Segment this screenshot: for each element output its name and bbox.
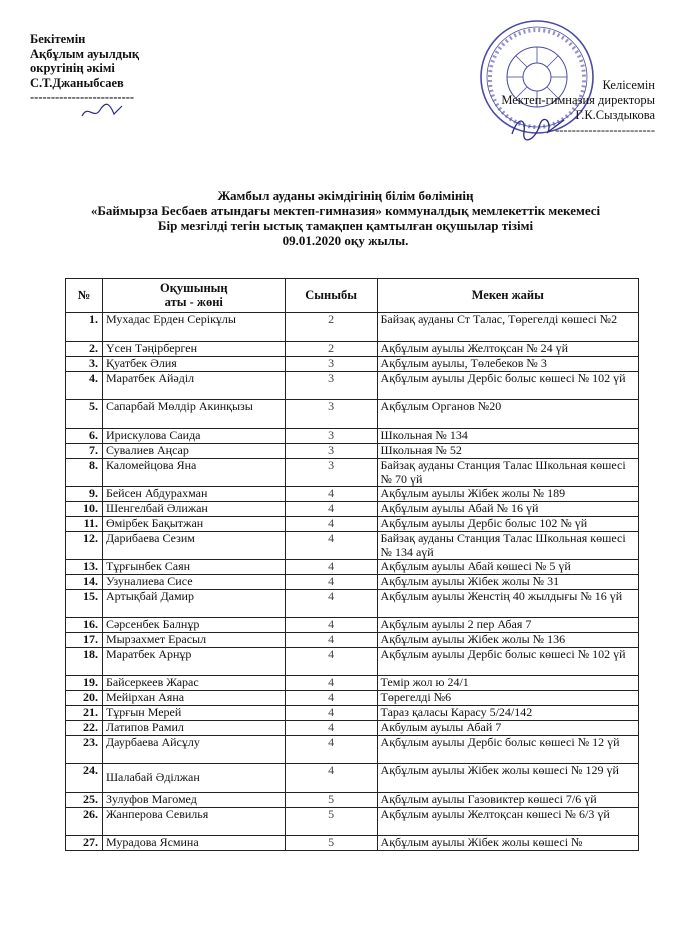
student-name: Байсеркеев Жарас (102, 676, 285, 691)
student-address: Акбулым ауылы Абай 7 (377, 721, 638, 736)
approval-left-title: Бекітемін (30, 32, 86, 46)
approval-right-name: Г.К.Сыздыкова (575, 108, 655, 122)
table-row (66, 459, 639, 487)
student-name: Қуатбек Әлия (102, 357, 285, 372)
row-number: 12. (66, 532, 103, 560)
table-row (66, 517, 639, 532)
table-row (66, 575, 639, 590)
student-address: Ақбұлым ауылы Жібек жолы № 136 (377, 633, 638, 648)
student-grade: 4 (285, 575, 377, 590)
row-number: 18. (66, 648, 103, 676)
header-line4: 09.01.2020 оқу жылы. (282, 233, 409, 248)
student-name: Даурбаева Айсұлу (102, 736, 285, 764)
student-grade: 4 (285, 648, 377, 676)
row-number: 11. (66, 517, 103, 532)
table-row (66, 808, 639, 836)
table-row (66, 676, 639, 691)
student-grade: 4 (285, 736, 377, 764)
header-line3: Бір мезгілді тегін ыстық тамақпен қамтылған оқушылар тізімі (157, 218, 534, 233)
student-grade: 4 (285, 517, 377, 532)
student-name: Маратбек Арнұр (102, 648, 285, 676)
student-name: Мурадова Ясмина (102, 836, 285, 851)
student-name: Мейірхан Аяна (102, 691, 285, 706)
row-number: 5. (66, 400, 103, 429)
student-address: Ақбұлым Органов №20 (377, 400, 638, 429)
student-grade: 4 (285, 764, 377, 793)
document-header (0, 188, 691, 248)
student-name: Тұрғынбек Саян (102, 560, 285, 575)
student-grade: 3 (285, 459, 377, 487)
row-number: 17. (66, 633, 103, 648)
table-row (66, 633, 639, 648)
student-grade: 4 (285, 633, 377, 648)
row-number: 13. (66, 560, 103, 575)
student-name: Артықбай Дамир (102, 590, 285, 618)
row-number: 14. (66, 575, 103, 590)
student-name: Латипов Рамил (102, 721, 285, 736)
student-grade: 4 (285, 618, 377, 633)
student-address: Ақбұлым ауылы Желтоқсан № 24 үй (377, 342, 638, 357)
approval-right-signature-line: ------------------------ (555, 123, 655, 137)
table-row (66, 372, 639, 400)
student-address: Ақбұлым ауылы Дербіс болыс көшесі № 102 үй (377, 372, 638, 400)
student-grade: 3 (285, 400, 377, 429)
row-number: 26. (66, 808, 103, 836)
table-row (66, 444, 639, 459)
approval-right-position: Мектеп-гимназия директоры (501, 93, 655, 107)
row-number: 6. (66, 429, 103, 444)
col-name-header-line2: аты - жөні (164, 294, 223, 309)
student-address: Ақбұлым ауылы 2 пер Абая 7 (377, 618, 638, 633)
director-signature-icon (508, 110, 568, 145)
student-grade: 3 (285, 429, 377, 444)
table-row (66, 342, 639, 357)
row-number: 2. (66, 342, 103, 357)
table-row (66, 357, 639, 372)
student-address: Ақбұлым ауылы Дербіс болыс көшесі № 102 үй (377, 648, 638, 676)
student-name: Сапарбай Мөлдір Акинқызы (102, 400, 285, 429)
table-header-row (66, 279, 639, 313)
table-row (66, 313, 639, 342)
student-name: Жанперова Севилья (102, 808, 285, 836)
row-number: 23. (66, 736, 103, 764)
col-name-header (102, 279, 285, 313)
row-number: 3. (66, 357, 103, 372)
student-grade: 4 (285, 502, 377, 517)
table-row (66, 560, 639, 575)
student-name: Узуналиева Сисе (102, 575, 285, 590)
student-grade: 4 (285, 590, 377, 618)
row-number: 20. (66, 691, 103, 706)
student-address: Темір жол ю 24/1 (377, 676, 638, 691)
student-grade: 3 (285, 372, 377, 400)
student-address: Ақбұлым ауылы Жібек жолы № 31 (377, 575, 638, 590)
approval-left-block (30, 32, 139, 105)
student-name: Зулуфов Магомед (102, 793, 285, 808)
approval-left-name: С.Т.Джаныбсаев (30, 75, 124, 90)
student-grade: 4 (285, 721, 377, 736)
student-name: Өмірбек Бақытжан (102, 517, 285, 532)
student-name: Үсен Тәңірберген (102, 342, 285, 357)
row-number: 24. (66, 764, 103, 793)
student-grade: 4 (285, 691, 377, 706)
student-address: Байзақ ауданы Станция Талас Школьная көшесі № 134 аүй (377, 532, 638, 560)
student-name: Дарибаева Сезим (102, 532, 285, 560)
table-row (66, 836, 639, 851)
header-line2: «Баймырза Бесбаев атындағы мектеп-гимназия» коммуналдық мемлекеттік мекемесі (90, 203, 601, 218)
approval-left-line2: Ақбұлым ауылдық (30, 46, 140, 61)
student-name: Мырзахмет Ерасыл (102, 633, 285, 648)
row-number: 27. (66, 836, 103, 851)
student-address: Төрегелді №6 (377, 691, 638, 706)
table-row (66, 648, 639, 676)
student-address: Школьная № 52 (377, 444, 638, 459)
student-name: Шалабай Әділжан (102, 764, 285, 793)
row-number: 9. (66, 487, 103, 502)
left-signature-icon (80, 100, 125, 122)
student-address: Тараз қаласы Карасу 5/24/142 (377, 706, 638, 721)
student-address: Ақбұлым ауылы Дербіс болыс 102 № үй (377, 517, 638, 532)
student-address: Ақбұлым ауылы Жібек жолы көшесі № (377, 836, 638, 851)
approval-left-signature-line: ------------------------- (30, 90, 135, 104)
table-row (66, 590, 639, 618)
student-grade: 5 (285, 836, 377, 851)
student-address: Байзақ ауданы Станция Талас Школьная көшесі № 70 үй (377, 459, 638, 487)
approval-right-title: Келісемін (602, 78, 655, 92)
row-number: 25. (66, 793, 103, 808)
table-row (66, 532, 639, 560)
row-number: 1. (66, 313, 103, 342)
student-address: Ақбұлым ауылы Желтоқсан көшесі № 6/3 үй (377, 808, 638, 836)
student-name: Мухадас Ерден Серікұлы (102, 313, 285, 342)
table-row (66, 764, 639, 793)
col-name-header-line1: Оқушының (159, 281, 228, 295)
table-row (66, 691, 639, 706)
student-address: Школьная № 134 (377, 429, 638, 444)
approval-left-line3: округінің әкімі (30, 61, 115, 75)
table-row (66, 793, 639, 808)
student-name: Каломейцова Яна (102, 459, 285, 487)
student-grade: 5 (285, 793, 377, 808)
col-no-header: № (66, 279, 103, 313)
table-row (66, 736, 639, 764)
student-address: Ақбұлым ауылы Газовиктер көшесі 7/6 үй (377, 793, 638, 808)
student-name: Сувалиев Аңсар (102, 444, 285, 459)
student-name: Ирискулова Саида (102, 429, 285, 444)
row-number: 21. (66, 706, 103, 721)
student-name: Сәрсенбек Балнұр (102, 618, 285, 633)
student-name: Маратбек Айәділ (102, 372, 285, 400)
table-row (66, 721, 639, 736)
student-address: Ақбұлым ауылы Женстің 40 жылдығы № 16 үй (377, 590, 638, 618)
row-number: 7. (66, 444, 103, 459)
col-grade-header: Сыныбы (285, 279, 377, 313)
student-name: Шенгелбай Әлижан (102, 502, 285, 517)
student-grade: 2 (285, 342, 377, 357)
student-grade: 4 (285, 676, 377, 691)
row-number: 4. (66, 372, 103, 400)
row-number: 8. (66, 459, 103, 487)
student-grade: 4 (285, 487, 377, 502)
student-address: Байзақ ауданы Ст Талас, Төрегелді көшесі №2 (377, 313, 638, 342)
row-number: 16. (66, 618, 103, 633)
student-address: Ақбұлым ауылы Жібек жолы № 189 (377, 487, 638, 502)
table-row (66, 400, 639, 429)
student-address: Ақбұлым ауылы Абай № 16 үй (377, 502, 638, 517)
student-address: Ақбұлым ауылы Дербіс болыс көшесі № 12 үй (377, 736, 638, 764)
student-name: Тұрғын Мерей (102, 706, 285, 721)
row-number: 15. (66, 590, 103, 618)
student-grade: 4 (285, 560, 377, 575)
table-row (66, 429, 639, 444)
student-grade: 2 (285, 313, 377, 342)
student-address: Ақбұлым ауылы, Төлебеков № 3 (377, 357, 638, 372)
row-number: 19. (66, 676, 103, 691)
student-grade: 3 (285, 357, 377, 372)
student-grade: 4 (285, 532, 377, 560)
col-address-header: Мекен жайы (377, 279, 638, 313)
students-table (65, 278, 639, 851)
row-number: 22. (66, 721, 103, 736)
student-grade: 5 (285, 808, 377, 836)
table-row (66, 502, 639, 517)
student-address: Ақбұлым ауылы Жібек жолы көшесі № 129 үй (377, 764, 638, 793)
student-address: Ақбұлым ауылы Абай көшесі № 5 үй (377, 560, 638, 575)
student-grade: 4 (285, 706, 377, 721)
row-number: 10. (66, 502, 103, 517)
table-row (66, 706, 639, 721)
table-row (66, 487, 639, 502)
table-row (66, 618, 639, 633)
student-grade: 3 (285, 444, 377, 459)
student-name: Бейсен Абдурахман (102, 487, 285, 502)
header-line1: Жамбыл ауданы әкімдігінің білім бөлімінің (217, 188, 474, 203)
